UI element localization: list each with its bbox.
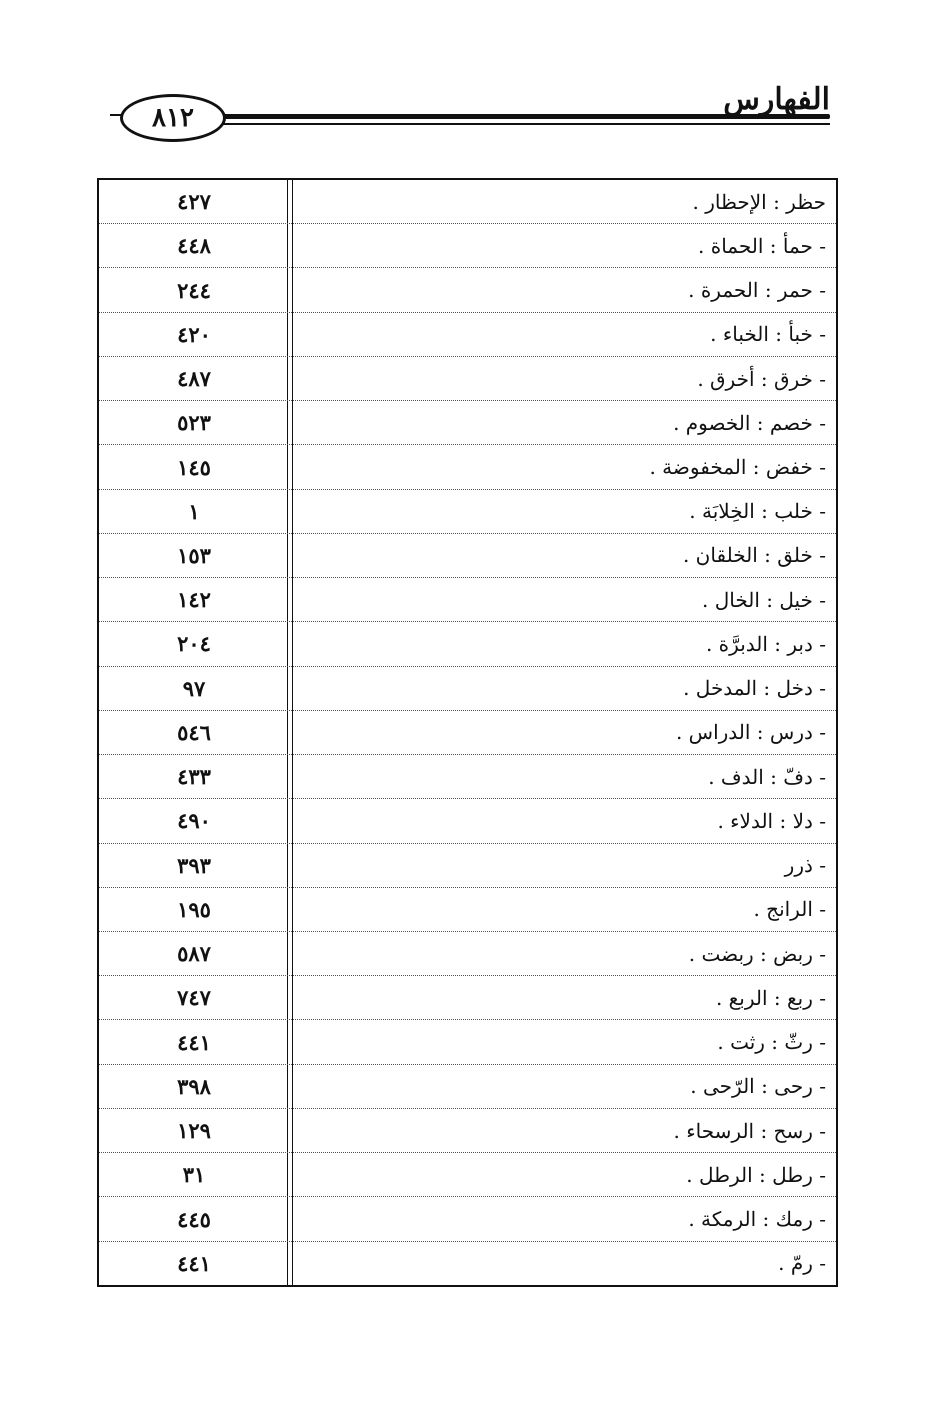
table-row [99,1109,836,1153]
index-term: حظر : الإحظار . [692,189,826,214]
table-row [99,1020,836,1064]
page-ref: ١ [188,498,200,524]
table-row [99,622,836,666]
index-term: - رطل : الرطل . [686,1162,826,1187]
index-term: - خرق : أخرق . [697,366,826,391]
table-row [99,578,836,622]
page-ref: ١٤٥ [177,454,211,480]
table-row [99,711,836,755]
index-term: - دخل : المدخل . [683,676,826,701]
table-row [99,1153,836,1197]
page-ref: ١٩٥ [177,896,211,922]
table-row [99,799,836,843]
table-row [99,1065,836,1109]
table-row [99,932,836,976]
index-term: - رمّ . [778,1251,826,1276]
table-row [99,490,836,534]
index-term: - ربع : الربع . [715,985,826,1010]
page-header [110,82,830,142]
table-row [99,357,836,401]
page-ref: ١٥٣ [177,542,211,568]
page-ref: ٣١ [182,1162,206,1188]
page-ref: ٥٨٧ [177,941,211,967]
page-ref: ٧٤٧ [177,985,211,1011]
table-row [99,1242,836,1285]
index-term: - خيل : الخال . [701,587,826,612]
index-term: - دفّ : الدف . [708,764,826,789]
page-ref: ٤٤٥ [177,1206,211,1232]
page-ref: ٩٧ [182,675,206,701]
header-rule-thin [210,123,830,125]
index-term: - خلب : الخِلابَة . [689,499,826,524]
table-row [99,534,836,578]
table-row [99,976,836,1020]
page-ref: ٤٤١ [177,1029,211,1055]
index-term: - حمأ : الحماة . [698,233,826,258]
index-term: - خفض : المخفوضة . [649,455,826,480]
index-term: - رثّ : رثت . [717,1030,826,1055]
index-term: - رحى : الرّحى . [690,1074,826,1099]
index-term: - دلا : الدلاء . [717,808,826,833]
table-row [99,888,836,932]
index-term: - حمر : الحمرة . [688,278,826,303]
table-row [99,313,836,357]
page-ref: ٤٤١ [177,1250,211,1276]
table-row [99,844,836,888]
index-term: - خبأ : الخباء . [710,322,826,347]
index-term: - الرانج . [753,897,826,922]
index-term: - ربض : ربضت . [688,941,826,966]
page-ref: ٥٤٦ [177,719,211,745]
page-ref: ٤٤٨ [177,233,211,259]
page-ref: ٢٤٤ [177,277,211,303]
index-term: - خصم : الخصوم . [673,410,826,435]
table-row [99,224,836,268]
page-ref: ١٤٢ [177,587,211,613]
page-number: ٨١٢ [120,94,226,142]
table-row [99,1197,836,1241]
table-row [99,445,836,489]
table-row [99,401,836,445]
page-ref: ٤٩٠ [177,808,211,834]
page-ref: ٤٢٧ [177,189,211,215]
index-term: - رمك : الرمكة . [688,1207,826,1231]
page-ref: ٣٩٨ [177,1073,211,1099]
page-ref: ٣٩٣ [177,852,211,878]
index-term: - خلق : الخلقان . [682,543,826,568]
page-ref: ١٢٩ [177,1118,211,1144]
page-ref: ٢٠٤ [177,631,211,657]
index-term: - درس : الدراس . [675,720,826,745]
table-row [99,180,836,224]
table-row [99,755,836,799]
index-table [97,178,838,1287]
page-ref: ٤٢٠ [177,321,211,347]
section-title: الفهارس [723,82,830,117]
page-ref: ٤٨٧ [177,366,211,392]
page-ref: ٥٢٣ [177,410,211,436]
index-term: - دبر : الدبرَّة . [705,631,826,656]
index-term: - ذرر [784,853,826,878]
table-row [99,268,836,312]
table-row [99,667,836,711]
page-ref: ٤٣٣ [177,764,211,790]
index-term: - رسح : الرسحاء . [673,1118,826,1143]
